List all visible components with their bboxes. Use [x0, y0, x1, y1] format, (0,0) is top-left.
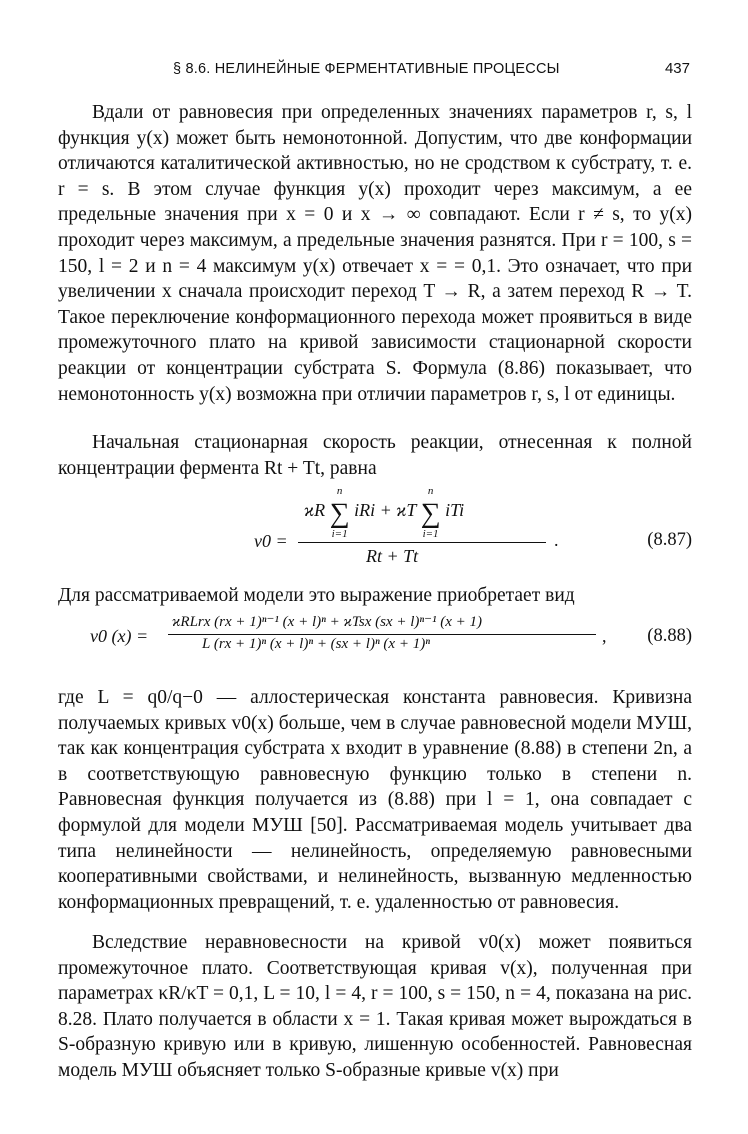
formula-8-88	[58, 612, 692, 668]
formula-denominator: L (rx + 1)ⁿ (x + l)ⁿ + (sx + l)ⁿ (x + 1)ⁿ	[202, 636, 430, 652]
paragraph-nonmonotonic: Вдали от равновесия при определенных значениях параметров r, s, l функция y(x) может быть немонотонной. Допустим, что две конформации отличаются каталитической активностью, но не сродством к субстрату, т. е. r = s. В этом случае функция y(x) проходит через максимум, а ее предельные значения при x = 0 и x → ∞ совпадают. Если r ≠ s, то y(x) проходит через максимум, а предельные значения разнятся. При r = 100, s = 150, l = 2 и n = 4 максимум y(x) отвечает x = = 0,1. Это означает, что при увеличении x сначала происходит переход T → R, а затем переход R → T. Такое переключение конформационного перехода может проявиться в виде промежуточного плато на кривой зависимости стационарной скорости реакции от концентрации субстрата S. Формула (8.86) показывает, что немонотонность y(x) возможна при отличии параметров r, s, l от единицы.	[58, 102, 692, 405]
formula-period: .	[554, 530, 559, 550]
paragraph-initial-rate: Начальная стационарная скорость реакции, отнесенная к полной концентрации фермента Rt + Tt, равна	[58, 432, 692, 479]
sum-upper-limit: n	[427, 485, 434, 497]
sum-symbol: ∑ n i=1	[420, 485, 441, 540]
sum-symbol: ∑ n i=1	[329, 485, 350, 540]
formula-comma: ,	[602, 626, 607, 646]
fraction-bar	[298, 542, 546, 543]
section-title: § 8.6. НЕЛИНЕЙНЫЕ ФЕРМЕНТАТИВНЫЕ ПРОЦЕССЫ	[173, 61, 560, 77]
fraction-bar	[168, 634, 596, 635]
formula-lhs: v0 =	[254, 531, 288, 551]
page-number: 437	[664, 60, 690, 77]
formula-numerator	[304, 485, 465, 540]
paragraph-allosteric-constant: где L = q0/q−0 — аллостерическая константа равновесия. Кривизна получаемых кривых v0(x) больше, чем в случае равновесной модели МУШ, так как концентрация субстрата x входит в уравнение (8.88) в степени 2n, а в соответствующую равновесную функцию только в степени n. Равновесная функция получается из (8.88) при l = 1, она совпадает с формулой для модели МУШ [50]. Рассматриваемая модель учитывает два типа нелинейности — нелинейность, определяемую равновесными кооперативными свойствами, и нелинейность, вызванную медленностью конформационных превращений, т. е. удаленностью от равновесия.	[58, 687, 692, 913]
equation-number: (8.87)	[647, 530, 692, 550]
formula-numerator: ϰRLrx (rx + 1)ⁿ⁻¹ (x + l)ⁿ + ϰTsx (sx + l)ⁿ⁻¹ (x + 1)	[172, 614, 483, 630]
sum-upper-limit: n	[336, 485, 343, 497]
formula-8-87	[58, 484, 692, 576]
equation-number: (8.88)	[647, 626, 692, 646]
term-t: iTi	[445, 500, 465, 520]
formula-lhs: v0 (x) =	[90, 626, 149, 646]
term-r: iRi + ϰT	[354, 500, 417, 520]
sum-lower-limit: i=1	[422, 528, 439, 540]
formula-denominator: Rt + Tt	[366, 546, 419, 566]
kappa-r: ϰR	[304, 500, 326, 520]
paragraph-plateau: Вследствие неравновесности на кривой v0(x) может появиться промежуточное плато. Соответствующая кривая v(x), полученная при параметрах κR/κT = 0,1, L = 10, l = 4, r = 100, s = 150, n = 4, показана на рис. 8.28. Плато получается в области x = 1. Такая кривая может вырождаться в S-образную кривую или в кривую, лишенную особенностей. Равновесная модель МУШ объясняет только S-образные кривые v(x) при	[58, 932, 692, 1081]
paragraph-model-expression: Для рассматриваемой модели это выражение приобретает вид	[58, 585, 575, 606]
sum-lower-limit: i=1	[331, 528, 348, 540]
running-header	[58, 60, 690, 82]
